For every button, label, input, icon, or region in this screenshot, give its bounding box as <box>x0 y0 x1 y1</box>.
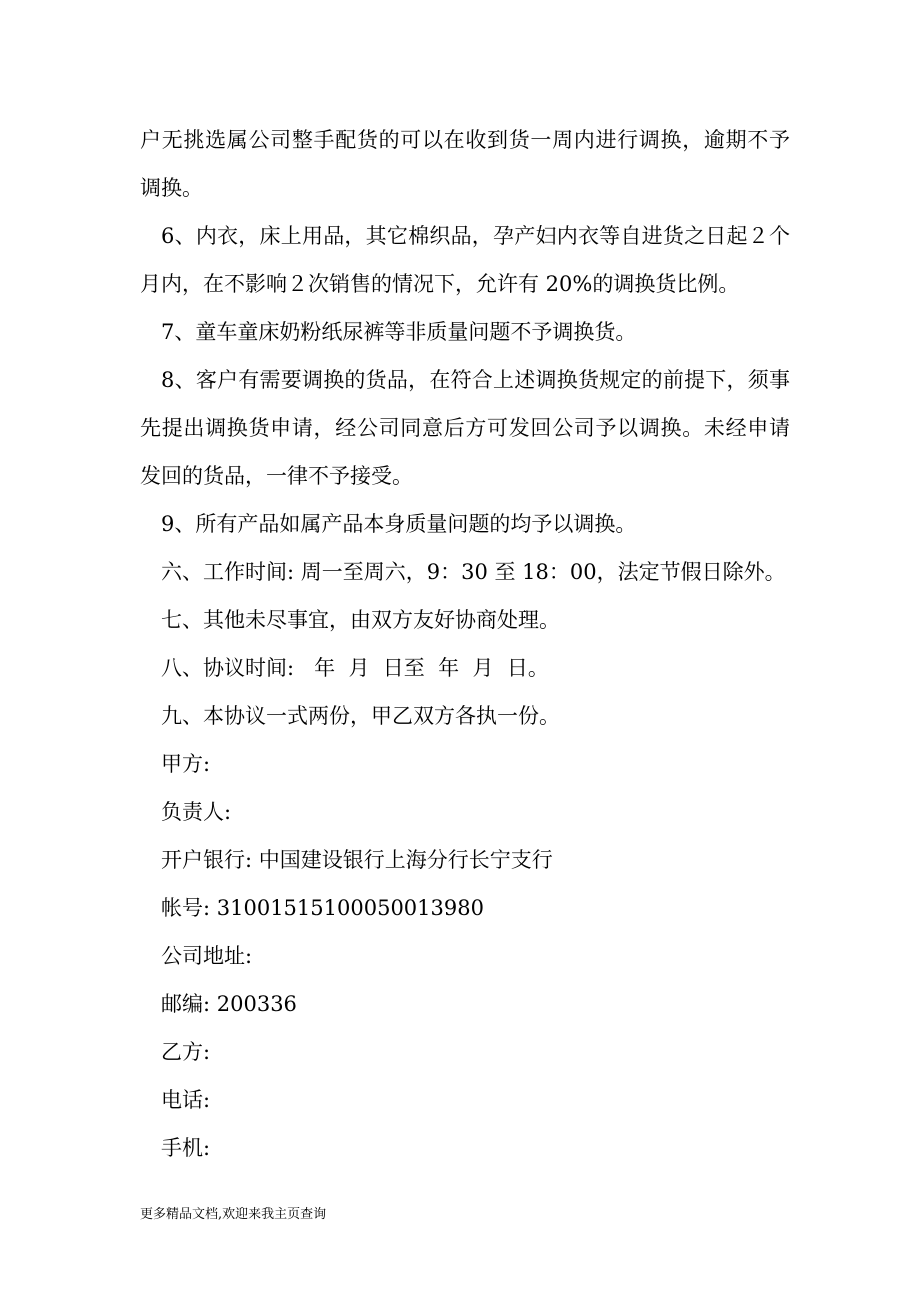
company-address-field: 公司地址: <box>161 944 253 968</box>
section-eight-agreement-period: 八、协议时间: 年 月 日至 年 月 日。 <box>161 656 549 680</box>
clause-8: 8、客户有需要调换的货品，在符合上述调换货规定的前提下，须事先提出调换货申请，经公司同意后方可发回公司予以调换。未经申请发回的货品，一律不予接受。 <box>140 368 790 488</box>
account-number-field: 帐号: 31001515100050013980 <box>161 896 484 920</box>
paragraph-continuation: 户无挑选属公司整手配货的可以在收到货一周内进行调换，逾期不予调换。 <box>140 128 790 200</box>
telephone-field: 电话: <box>161 1088 211 1112</box>
section-nine-copies: 九、本协议一式两份，甲乙双方各执一份。 <box>161 704 560 728</box>
section-seven-other-matters: 七、其他未尽事宜，由双方友好协商处理。 <box>161 608 560 632</box>
bank-field: 开户银行: 中国建设银行上海分行长宁支行 <box>161 848 553 872</box>
document-body <box>140 116 790 1172</box>
clause-9: 9、所有产品如属产品本身质量问题的均予以调换。 <box>161 512 637 536</box>
postcode-field: 邮编: 200336 <box>161 992 297 1016</box>
party-b-field: 乙方: <box>161 1040 211 1064</box>
mobile-field: 手机: <box>161 1136 211 1160</box>
clause-7: 7、童车童床奶粉纸尿裤等非质量问题不予调换货。 <box>161 320 637 344</box>
person-in-charge-field: 负责人: <box>161 800 232 824</box>
clause-6: 6、内衣，床上用品，其它棉织品，孕产妇内衣等自进货之日起２个月内，在不影响２次销售的情况下，允许有 20%的调换货比例。 <box>140 224 790 296</box>
party-a-field: 甲方: <box>161 752 211 776</box>
footer-note: 更多精品文档,欢迎来我主页查询 <box>140 1207 327 1222</box>
section-six-work-hours: 六、工作时间: 周一至周六，9：30 至 18：00，法定节假日除外。 <box>161 560 786 584</box>
